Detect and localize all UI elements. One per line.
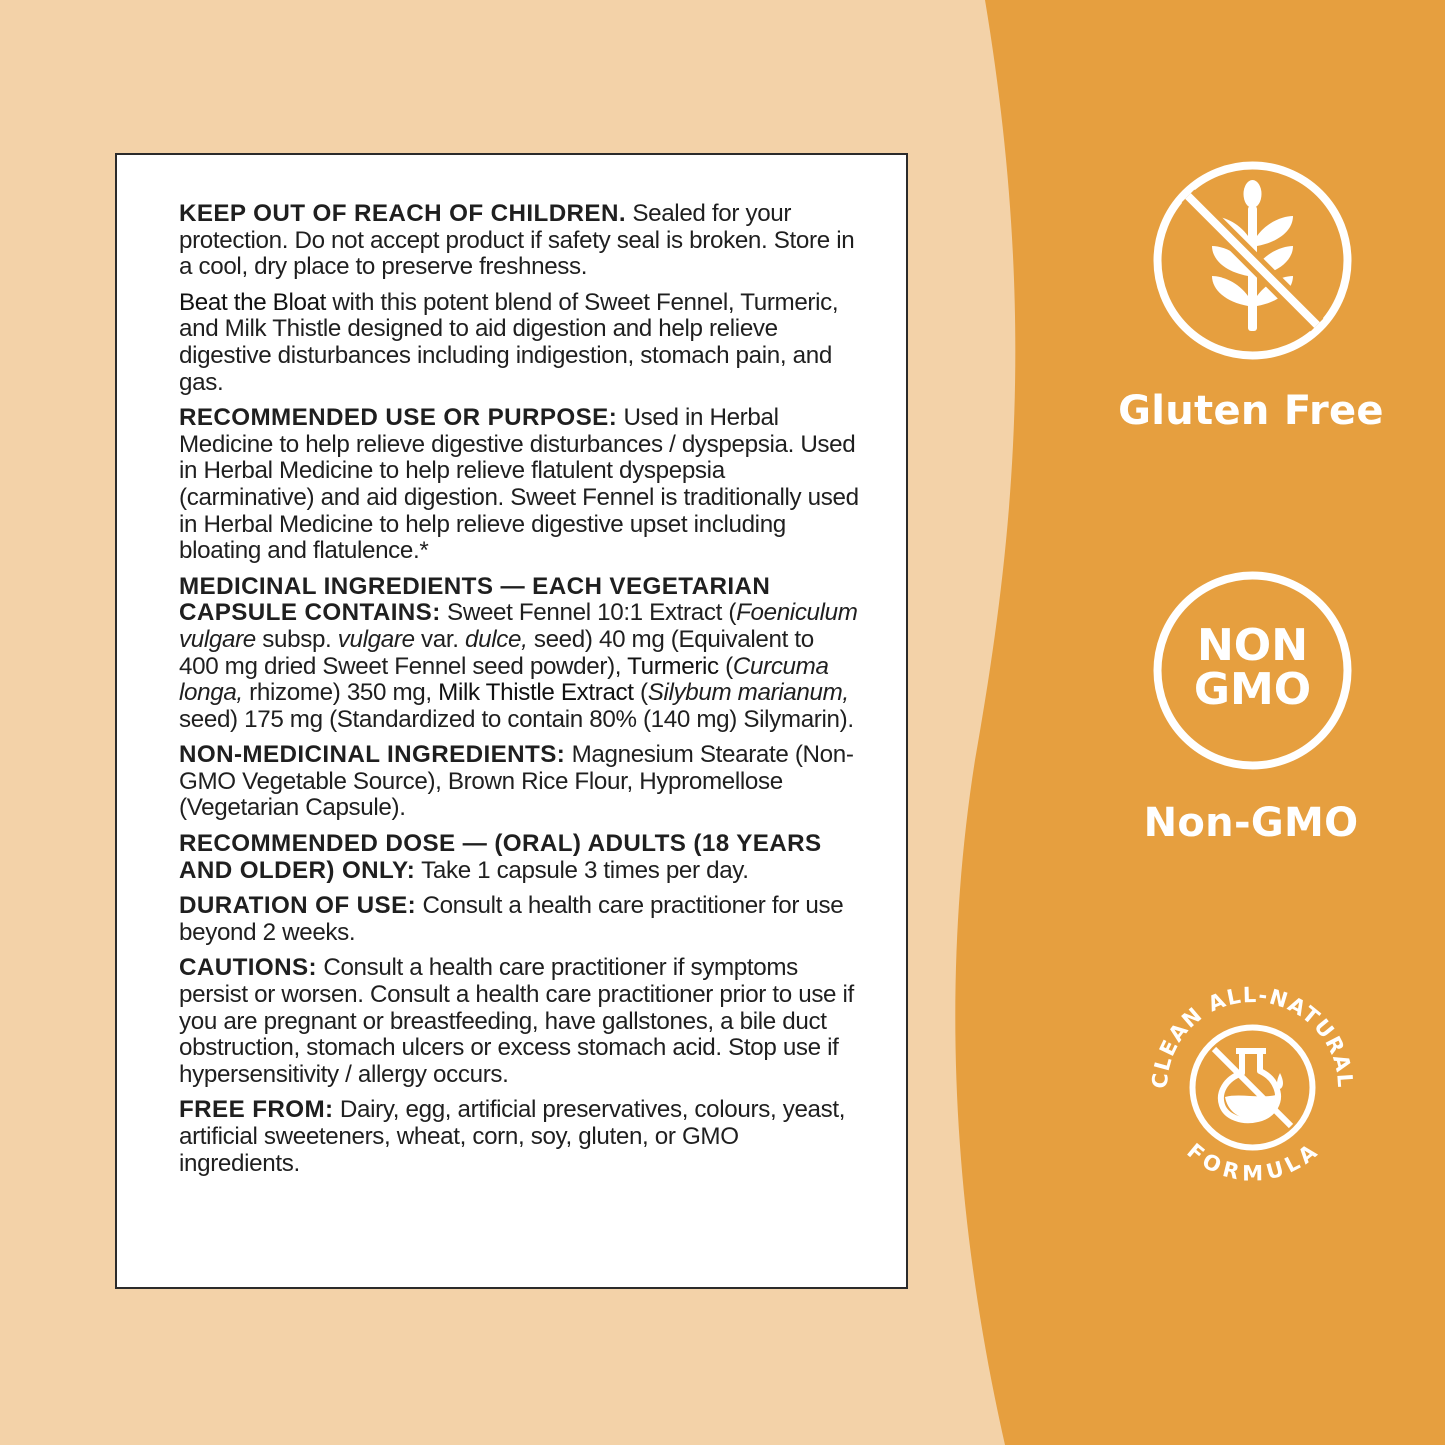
gluten-free-badge <box>1150 158 1355 363</box>
free-from-paragraph: FREE FROM: Dairy, egg, artificial preservatives, colours, yeast, artificial sweeteners, wheat, corn, soy, gluten, or GMO ingredients. <box>179 1096 846 1177</box>
intro-paragraph: Beat the Bloat with this potent blend of Sweet Fennel, Turmeric, and Milk Thistle designed to aid digestion and help relieve digestive disturbances including indigestion, stomach pain, and gas. <box>179 288 839 396</box>
recommended-dose-paragraph: RECOMMENDED DOSE — (ORAL) ADULTS (18 YEARS AND OLDER) ONLY: Take 1 capsule 3 times per day. <box>179 830 822 884</box>
non-gmo-badge <box>1150 568 1355 773</box>
no-wheat-icon <box>1150 158 1355 363</box>
non-gmo-line2: GMO <box>1193 664 1312 715</box>
non-gmo-line1: NON <box>1196 620 1309 671</box>
supplement-label <box>115 153 908 1289</box>
non-gmo-icon <box>1150 568 1355 773</box>
clean-arc-top: CLEAN ALL-NATURAL <box>1147 982 1358 1090</box>
cautions-paragraph: CAUTIONS: Consult a health care practitioner if symptoms persist or worsen. Consult a health care practitioner prior to use if you are pregnant or breastfeeding, have gallstones, a bile duct obstruction, stomach ulcers or excess stomach acid. Stop use if hypersensitivity / allergy occurs. <box>179 954 854 1088</box>
warning-paragraph: KEEP OUT OF REACH OF CHILDREN. Sealed for your protection. Do not accept product if safety seal is broken. Store in a cool, dry place to preserve freshness. <box>179 200 855 281</box>
label-text <box>179 201 859 1186</box>
recommended-use-paragraph: RECOMMENDED USE OR PURPOSE: Used in Herbal Medicine to help relieve digestive disturbances / dyspepsia. Used in Herbal Medicine to help relieve flatulent dyspepsia (carminative) and aid digestion. Sweet Fennel is traditionally used in Herbal Medicine to help relieve digestive upset including bloating and flatulence.* <box>179 404 859 565</box>
duration-of-use-paragraph: DURATION OF USE: Consult a health care practitioner for use beyond 2 weeks. <box>179 892 844 946</box>
svg-text:CLEAN ALL-NATURAL <box>1148 983 1358 1090</box>
non-medicinal-ingredients-paragraph: NON-MEDICINAL INGREDIENTS: Magnesium Stearate (Non-GMO Vegetable Source), Brown Rice Flour, Hypromellose (Vegetarian Capsule). <box>179 741 854 822</box>
medicinal-ingredients-paragraph: MEDICINAL INGREDIENTS — EACH VEGETARIAN CAPSULE CONTAINS: Sweet Fennel 10:1 Extract (Foeniculum vulgare subsp. vulgare var. dulce, seed) 40 mg (Equivalent to 400 mg dried Sweet Fennel seed powder), Turmeric (Curcuma longa, rhizome) 350 mg, Milk Thistle Extract (Silybum marianum, seed) 175 mg (Standardized to contain 80% (140 mg) Silymarin). <box>179 572 858 733</box>
non-gmo-caption: Non-GMO <box>1143 800 1359 846</box>
gluten-free-caption: Gluten Free <box>1118 388 1384 434</box>
clean-arc-bottom: FORMULA <box>1182 1138 1323 1186</box>
no-chemicals-icon <box>1130 965 1375 1210</box>
clean-formula-badge <box>1130 965 1375 1210</box>
